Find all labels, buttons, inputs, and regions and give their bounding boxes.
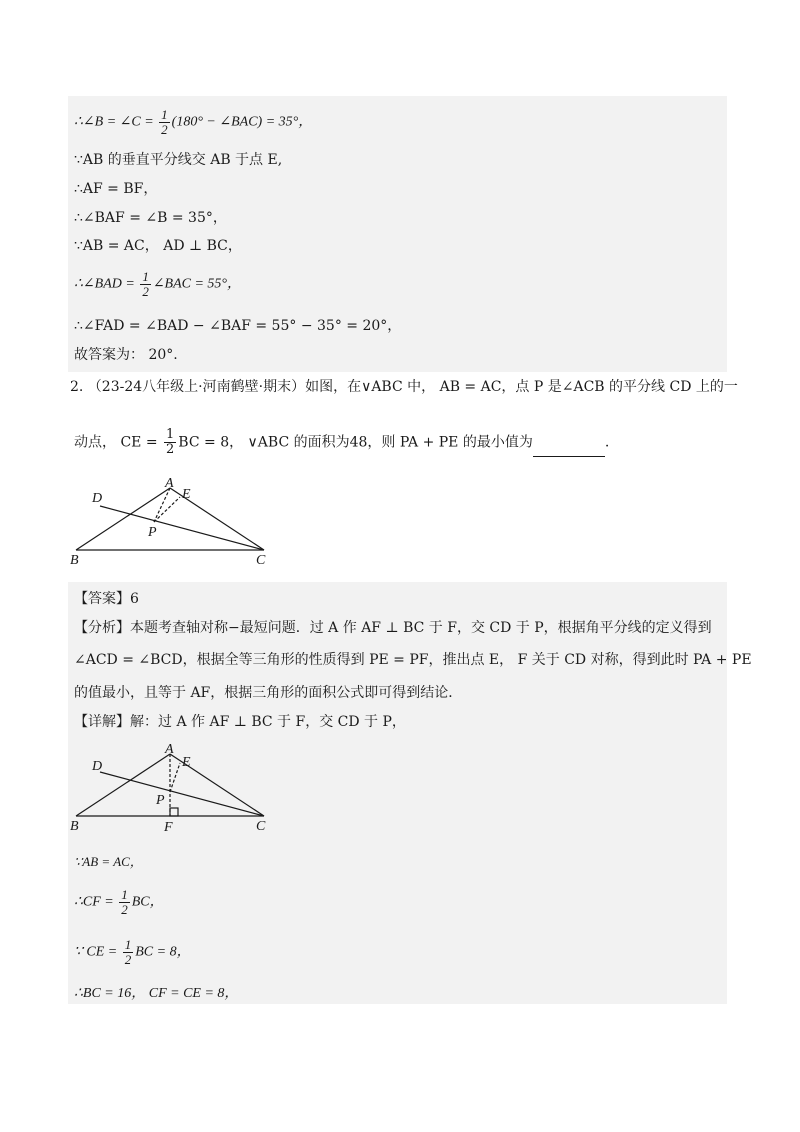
denominator: 2 (166, 442, 175, 457)
prev-line-5: ∵AB = AC， AD ⊥ BC， (74, 238, 242, 254)
detail-line-1: 【详解】解：过 A 作 AF ⊥ BC 于 F，交 CD 于 P， (74, 714, 406, 730)
analysis-line-1: 【分析】本题考查轴对称−最短问题．过 A 作 AF ⊥ BC 于 F，交 CD 于 P，根据角平分线的定义得到 (74, 620, 712, 636)
text: ∴CF = (74, 894, 118, 910)
solution-line-2 (74, 888, 164, 917)
fraction (123, 938, 134, 967)
numerator: 1 (124, 937, 132, 952)
bisector-cd (100, 772, 264, 816)
label-e: E (182, 487, 191, 502)
text: 动点， CE = (74, 434, 163, 451)
text: ∠BAC = 55°， (152, 276, 242, 292)
solution-line-3 (74, 938, 191, 967)
segment-pe (154, 497, 180, 522)
answer-blank (533, 442, 605, 457)
segment-pe (170, 763, 180, 792)
numerator: 1 (142, 269, 149, 284)
label-e: E (182, 755, 191, 770)
numerator: 1 (166, 427, 175, 442)
text: BC = 8， (135, 944, 191, 960)
prev-line-6 (74, 270, 241, 299)
side-ab (76, 488, 170, 550)
prev-line-4: ∴∠BAF = ∠B = 35°， (74, 210, 227, 226)
denominator: 2 (142, 284, 149, 299)
answer-line: 【答案】6 (74, 591, 139, 607)
analysis-line-3: 的值最小，且等于 AF，根据三角形的面积公式即可得到结论． (74, 685, 463, 701)
triangle-figure-1 (68, 478, 278, 568)
prev-line-3: ∴AF = BF， (74, 181, 158, 197)
label-b: B (70, 553, 79, 568)
bisector-cd (100, 506, 264, 550)
label-c: C (256, 819, 266, 834)
analysis-line-2: ∠ACD = ∠BCD，根据全等三角形的性质得到 PE = PF，推出点 E， F 关于 CD 对称，得到此时 PA + PE (74, 652, 752, 668)
label-a: A (165, 744, 174, 757)
denominator: 2 (161, 122, 168, 137)
fraction (159, 108, 170, 137)
text: (180° − ∠BAC) = 35°， (171, 114, 313, 130)
label-a: A (165, 478, 174, 491)
fraction (164, 428, 176, 457)
prev-line-1 (74, 108, 312, 137)
solution-line-4: ∴BC = 16， CF = CE = 8， (74, 986, 239, 1001)
denominator: 2 (121, 902, 128, 917)
text: BC = 8， ∨ABC 的面积为48，则 PA + PE 的最小值为 (178, 434, 533, 451)
fraction (119, 888, 130, 917)
prev-line-2: ∵AB 的垂直平分线交 AB 于点 E, (74, 152, 283, 168)
text: ∵ CE = (74, 944, 121, 960)
text: ∴∠B = ∠C = (74, 114, 158, 130)
prev-line-8: 故答案为： 20°. (74, 347, 178, 363)
denominator: 2 (124, 952, 132, 967)
triangle-figure-2 (68, 744, 278, 834)
label-d: D (92, 491, 103, 506)
question-line-2 (74, 428, 609, 457)
solution-line-1: ∵AB = AC， (74, 854, 143, 869)
prev-line-7: ∴∠FAD = ∠BAD − ∠BAF = 55° − 35° = 20°， (74, 318, 402, 334)
label-c: C (256, 553, 266, 568)
text: . (604, 434, 610, 451)
label-p: P (148, 525, 157, 540)
text: ∴∠BAD = (74, 276, 139, 292)
fraction (140, 270, 151, 299)
text: BC， (131, 894, 164, 910)
label-d: D (92, 759, 103, 774)
label-p: P (156, 793, 165, 808)
question-line-1: 2. （23-24八年级上·河南鹤壁·期末）如图，在∨ABC 中， AB = AC，点 P 是∠ACB 的平分线 CD 上的一 (70, 379, 738, 395)
label-f: F (164, 820, 173, 834)
numerator: 1 (121, 887, 128, 902)
numerator: 1 (161, 107, 168, 122)
label-b: B (70, 819, 79, 834)
right-angle-mark (170, 808, 178, 816)
